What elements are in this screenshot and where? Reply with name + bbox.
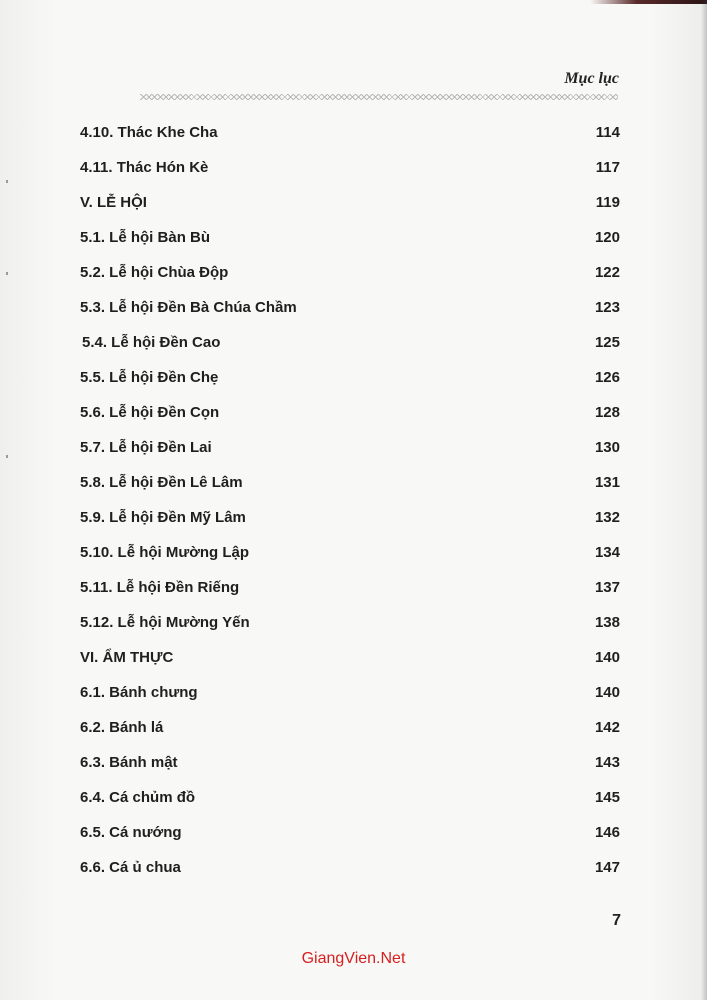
toc-entry-label: 6.3. Bánh mật bbox=[80, 754, 178, 771]
toc-entry bbox=[80, 719, 620, 754]
toc-section-heading bbox=[80, 194, 620, 229]
toc-entry bbox=[80, 614, 620, 649]
toc-entry bbox=[80, 859, 620, 894]
toc-entry-label: 6.4. Cá chủm đồ bbox=[80, 789, 196, 806]
section-header: Mục lục bbox=[564, 70, 619, 87]
toc-entry-page: 122 bbox=[594, 264, 620, 281]
toc-entry-label: 5.7. Lễ hội Đền Lai bbox=[80, 439, 212, 456]
toc-entry bbox=[80, 579, 620, 614]
toc-entry bbox=[80, 474, 620, 509]
toc-entry-label: 5.6. Lễ hội Đền Cọn bbox=[80, 404, 220, 421]
toc-entry-label: 6.5. Cá nướng bbox=[80, 824, 182, 841]
page-number: 7 bbox=[612, 912, 621, 929]
toc-entry bbox=[80, 684, 620, 719]
toc-entry-label: 5.1. Lễ hội Bàn Bù bbox=[80, 229, 211, 246]
toc-entry bbox=[80, 824, 620, 859]
toc-entry-label: 6.2. Bánh lá bbox=[80, 719, 164, 736]
toc-entry-label: 5.11. Lễ hội Đền Riếng bbox=[80, 579, 240, 596]
toc-entry-page: 138 bbox=[594, 614, 620, 631]
toc-entry-label: 5.9. Lễ hội Đền Mỹ Lâm bbox=[80, 509, 246, 526]
toc-entry-label: 5.12. Lễ hội Mường Yến bbox=[80, 614, 250, 631]
toc-entry-label: 4.11. Thác Hón Kè bbox=[80, 159, 209, 176]
toc-entry-page: 130 bbox=[594, 439, 620, 456]
scan-speck bbox=[6, 455, 8, 458]
toc-entry bbox=[80, 299, 620, 334]
toc-entry-page: 119 bbox=[595, 194, 620, 211]
scan-speck bbox=[6, 272, 8, 275]
toc-entry-label: 5.10. Lễ hội Mường Lập bbox=[80, 544, 250, 561]
toc-entry-page: 117 bbox=[595, 159, 620, 176]
toc-entry-page: 142 bbox=[594, 719, 620, 736]
toc-entry-label: 6.6. Cá ủ chua bbox=[80, 859, 181, 876]
page-edge-right bbox=[701, 0, 707, 1000]
toc-entry-label: 5.5. Lễ hội Đền Chẹ bbox=[80, 369, 219, 386]
toc-entry-page: 137 bbox=[594, 579, 620, 596]
toc-entry-label: 5.4. Lễ hội Đền Cao bbox=[82, 334, 221, 351]
toc-entry bbox=[80, 124, 620, 159]
toc-entry-page: 143 bbox=[594, 754, 620, 771]
toc-entry bbox=[80, 229, 620, 264]
toc-entry-label: 6.1. Bánh chưng bbox=[80, 684, 198, 701]
toc-entry-page: 128 bbox=[594, 404, 620, 421]
scan-speck bbox=[6, 180, 8, 183]
toc-entry bbox=[80, 404, 620, 439]
toc-entry-label: V. LỄ HỘI bbox=[80, 194, 147, 211]
toc-entry-page: 140 bbox=[594, 684, 620, 701]
page-edge-top bbox=[590, 0, 707, 4]
toc-entry bbox=[80, 754, 620, 789]
toc-entry bbox=[80, 544, 620, 579]
toc-entry-page: 146 bbox=[594, 824, 620, 841]
toc-entry bbox=[80, 369, 620, 404]
toc-entry-label: 5.8. Lễ hội Đền Lê Lâm bbox=[80, 474, 243, 491]
toc-section-heading bbox=[80, 649, 620, 684]
toc-entry bbox=[80, 264, 620, 299]
toc-entry bbox=[80, 439, 620, 474]
toc-entry-page: 125 bbox=[594, 334, 620, 351]
toc-entry-page: 145 bbox=[594, 789, 620, 806]
toc-entry bbox=[80, 159, 620, 194]
toc-entry bbox=[80, 789, 620, 824]
toc-entry bbox=[80, 334, 620, 369]
header-divider bbox=[140, 94, 618, 100]
toc-entry-page: 120 bbox=[594, 229, 620, 246]
toc-entry-label: VI. ẨM THỰC bbox=[80, 649, 174, 666]
toc-entry-label: 4.10. Thác Khe Cha bbox=[80, 124, 218, 141]
toc-entry-page: 123 bbox=[594, 299, 620, 316]
toc-entry-page: 134 bbox=[594, 544, 620, 561]
toc-entry bbox=[80, 509, 620, 544]
toc-entry-label: 5.3. Lễ hội Đền Bà Chúa Chầm bbox=[80, 299, 297, 316]
table-of-contents bbox=[80, 124, 620, 894]
toc-entry-page: 114 bbox=[595, 124, 620, 141]
toc-entry-page: 132 bbox=[594, 509, 620, 526]
toc-entry-page: 126 bbox=[594, 369, 620, 386]
toc-entry-label: 5.2. Lễ hội Chùa Độp bbox=[80, 264, 229, 281]
watermark-text[interactable]: GiangVien.Net bbox=[301, 950, 406, 967]
toc-entry-page: 131 bbox=[594, 474, 620, 491]
toc-entry-page: 140 bbox=[594, 649, 620, 666]
toc-entry-page: 147 bbox=[594, 859, 620, 876]
